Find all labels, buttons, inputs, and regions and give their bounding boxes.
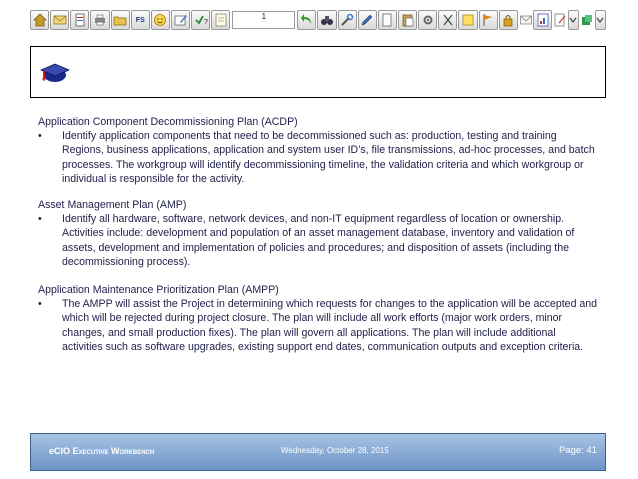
settings-icon[interactable] (418, 10, 437, 30)
fullscreen-label: FS (135, 16, 145, 24)
section-heading-amp: Asset Management Plan (AMP) (38, 199, 187, 212)
footer-bar (30, 433, 606, 471)
check-help-icon[interactable] (191, 10, 210, 30)
edit-icon[interactable] (171, 10, 190, 30)
note-icon[interactable] (211, 10, 230, 30)
chevron-down-icon[interactable] (595, 10, 607, 30)
toolbar (30, 8, 606, 32)
banner (30, 46, 606, 98)
print-icon[interactable] (90, 10, 109, 30)
list-item (38, 129, 598, 186)
svg-text:?: ? (203, 19, 208, 26)
footer-title-rest: Executive Workbench (72, 446, 155, 456)
back-arrow-icon[interactable] (297, 10, 316, 30)
section-heading-ampp: Application Maintenance Prioritization Plan (AMPP) (38, 284, 279, 297)
footer-title-prefix: eCIO (49, 446, 71, 456)
section-text-amp: Identify all hardware, software, network devices, and non-IT equipment regardless of location or ownership. Activities include: development and population of an asset management database, inventory and validation of assets, development and implementation of policies and procedures; and disposition of assets (including the decommissioning process). (62, 213, 575, 268)
section-heading-acdp: Application Component Decommissioning Plan (ACDP) (38, 116, 298, 128)
lock-icon[interactable] (499, 10, 518, 30)
flag-icon[interactable] (479, 10, 498, 30)
binoculars-icon[interactable] (317, 10, 336, 30)
page-icon[interactable] (378, 10, 397, 30)
pencil-icon[interactable] (358, 10, 377, 30)
list-item (38, 212, 598, 269)
document-edit-icon[interactable] (553, 10, 566, 30)
report-icon[interactable] (533, 10, 552, 30)
tools-icon[interactable] (338, 10, 357, 30)
smiley-icon[interactable] (151, 10, 170, 30)
bullet-icon: • (38, 213, 42, 226)
main-content (38, 115, 598, 354)
document-icon[interactable] (70, 10, 89, 30)
fullscreen-button[interactable] (131, 10, 150, 30)
section-text-acdp: Identify application components that need to be decommissioned such as: production, testing and training Regions, business applications, application and system user ID’s, file transmissions, ad-hoc processes, and batch processes. The workgroup will identify decommissioning timeline, the validation criteria and which workgroup or individual is responsible for the activity. (62, 130, 595, 185)
page-number-value: 1 (261, 12, 267, 21)
mail-icon[interactable] (50, 10, 69, 30)
green-cube-icon[interactable] (580, 10, 593, 30)
graduation-cap-logo (39, 61, 71, 85)
section-text-ampp: The AMPP will assist the Project in determining which requests for changes to the application will be accepted and which will be rejected during project closure. The plan will include all work efforts (major work orders, minor changes, and small production fixes). The plan will govern all applications. The plan will include additional activities such as software upgrades, existing support end dates, communication outputs and exception criteria. (62, 298, 598, 353)
bullet-icon: • (38, 298, 42, 311)
footer-date: Wednesday, October 28, 2015 (281, 446, 389, 455)
paste-icon[interactable] (398, 10, 417, 30)
sticky-note-icon[interactable] (458, 10, 477, 30)
footer-title (49, 446, 154, 456)
chevron-down-icon[interactable] (568, 10, 580, 30)
home-icon[interactable] (30, 10, 49, 30)
folder-icon[interactable] (111, 10, 130, 30)
footer-page-number: Page: 41 (558, 445, 597, 456)
page-number-field[interactable] (232, 11, 295, 29)
bullet-icon: • (38, 130, 42, 143)
envelope-icon[interactable] (519, 10, 532, 30)
list-item (38, 297, 598, 354)
cut-icon[interactable] (438, 10, 457, 30)
